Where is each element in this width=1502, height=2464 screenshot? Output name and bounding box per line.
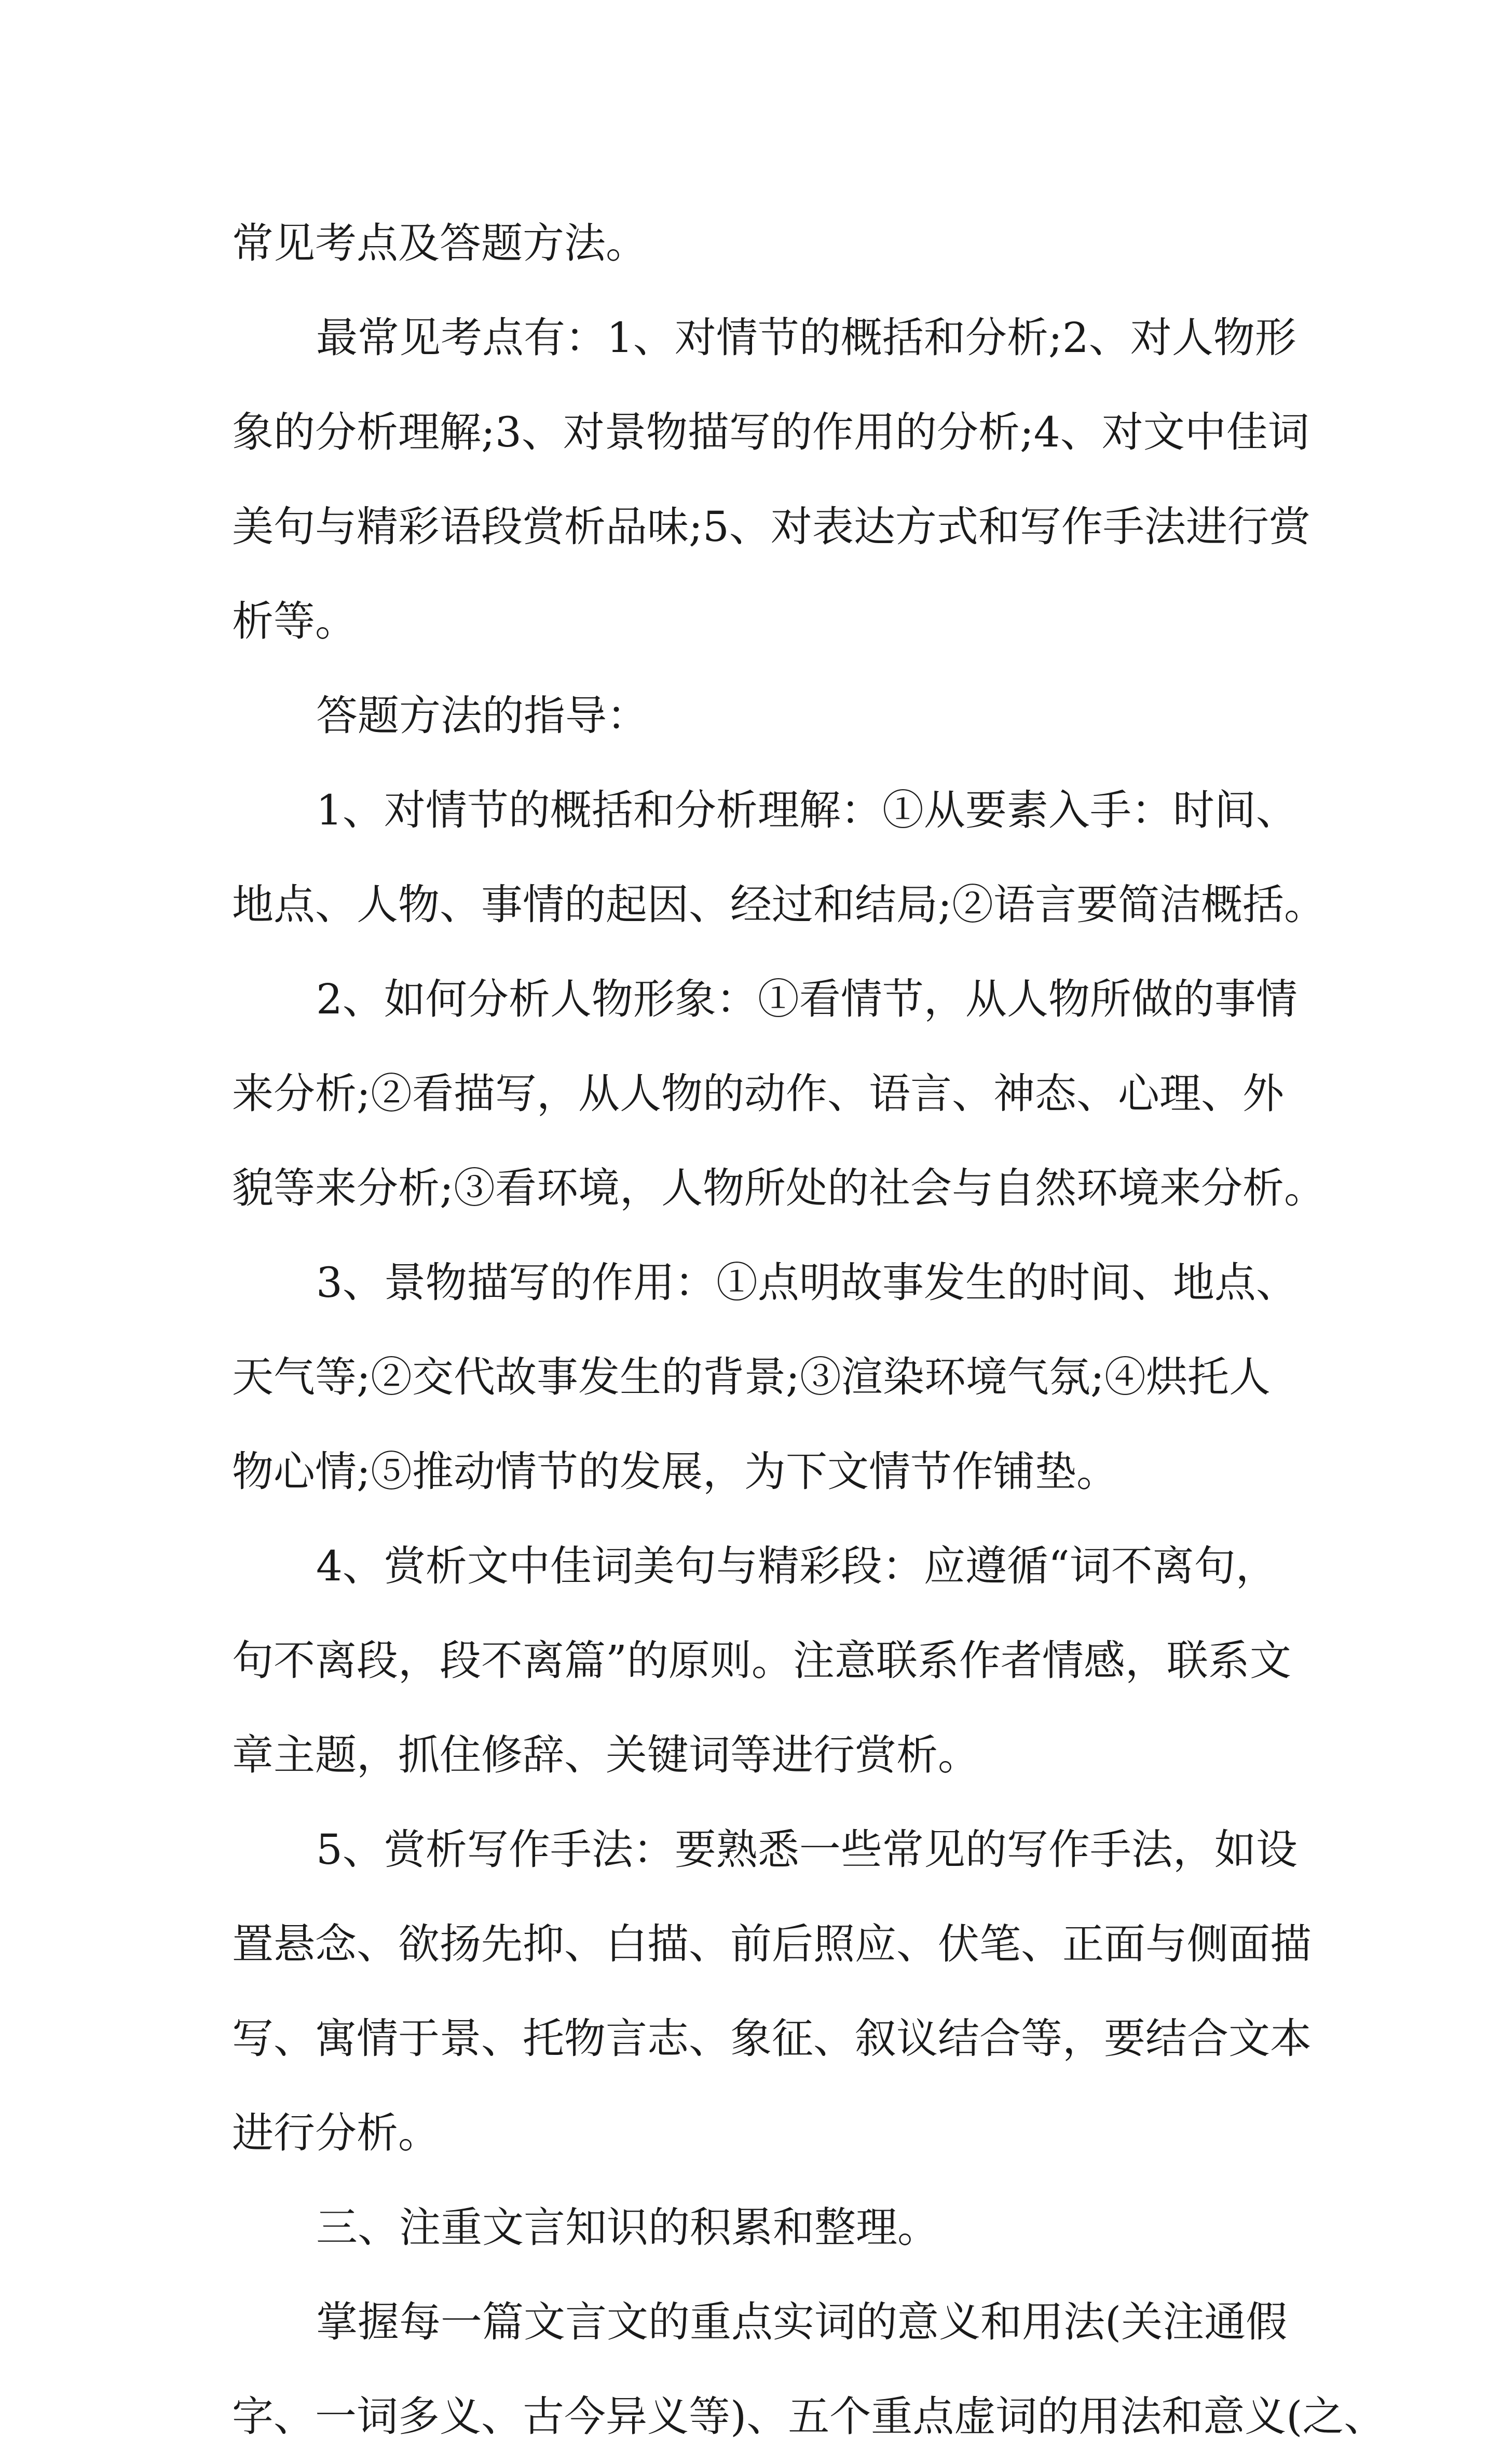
text-line: 2、如何分析人物形象：①看情节，从人物所做的事情 [316, 975, 1298, 1023]
text-line: 1、对情节的概括和分析理解：①从要素入手：时间、 [316, 786, 1298, 834]
text-line: 天气等;②交代故事发生的背景;③渲染环境气氛;④烘托人 [232, 1353, 1271, 1401]
text-line: 来分析;②看描写，从人物的动作、语言、神态、心理、外 [232, 1069, 1284, 1118]
text-line: 置悬念、欲扬先抑、白描、前后照应、伏笔、正面与侧面描 [232, 1920, 1312, 1968]
text-line: 物心情;⑤推动情节的发展，为下文情节作铺垫。 [232, 1447, 1118, 1496]
text-line: 字、一词多义、古今异义等)、五个重点虚词的用法和意义(之、 [232, 2392, 1386, 2441]
text-line: 象的分析理解;3、对景物描写的作用的分析;4、对文中佳词 [232, 408, 1309, 456]
text-line: 地点、人物、事情的起因、经过和结局;②语言要简洁概括。 [232, 881, 1326, 929]
text-line: 句不离段，段不离篇”的原则。注意联系作者情感，联系文 [232, 1636, 1291, 1685]
text-line: 写、寓情于景、托物言志、象征、叙议结合等，要结合文本 [232, 2014, 1312, 2063]
text-line: 常见考点及答题方法。 [232, 219, 647, 267]
text-line: 貌等来分析;③看环境，人物所处的社会与自然环境来分析。 [232, 1164, 1326, 1212]
text-line: 掌握每一篇文言文的重点实词的意义和用法(关注通假 [316, 2298, 1288, 2346]
text-line: 5、赏析写作手法：要熟悉一些常见的写作手法，如设 [316, 1825, 1298, 1874]
text-line: 进行分析。 [232, 2109, 440, 2157]
text-line: 析等。 [232, 597, 357, 645]
text-line: 3、景物描写的作用：①点明故事发生的时间、地点、 [316, 1258, 1298, 1307]
text-line: 章主题，抓住修辞、关键词等进行赏析。 [232, 1731, 979, 1779]
text-line: 三、注重文言知识的积累和整理。 [316, 2203, 939, 2252]
text-line: 最常见考点有：1、对情节的概括和分析;2、对人物形 [316, 314, 1296, 362]
document-body [232, 196, 1386, 2464]
text-line: 答题方法的指导： [316, 692, 648, 740]
text-line: 美句与精彩语段赏析品味;5、对表达方式和写作手法进行赏 [232, 503, 1310, 551]
text-line: 4、赏析文中佳词美句与精彩段：应遵循“词不离句， [316, 1542, 1277, 1590]
